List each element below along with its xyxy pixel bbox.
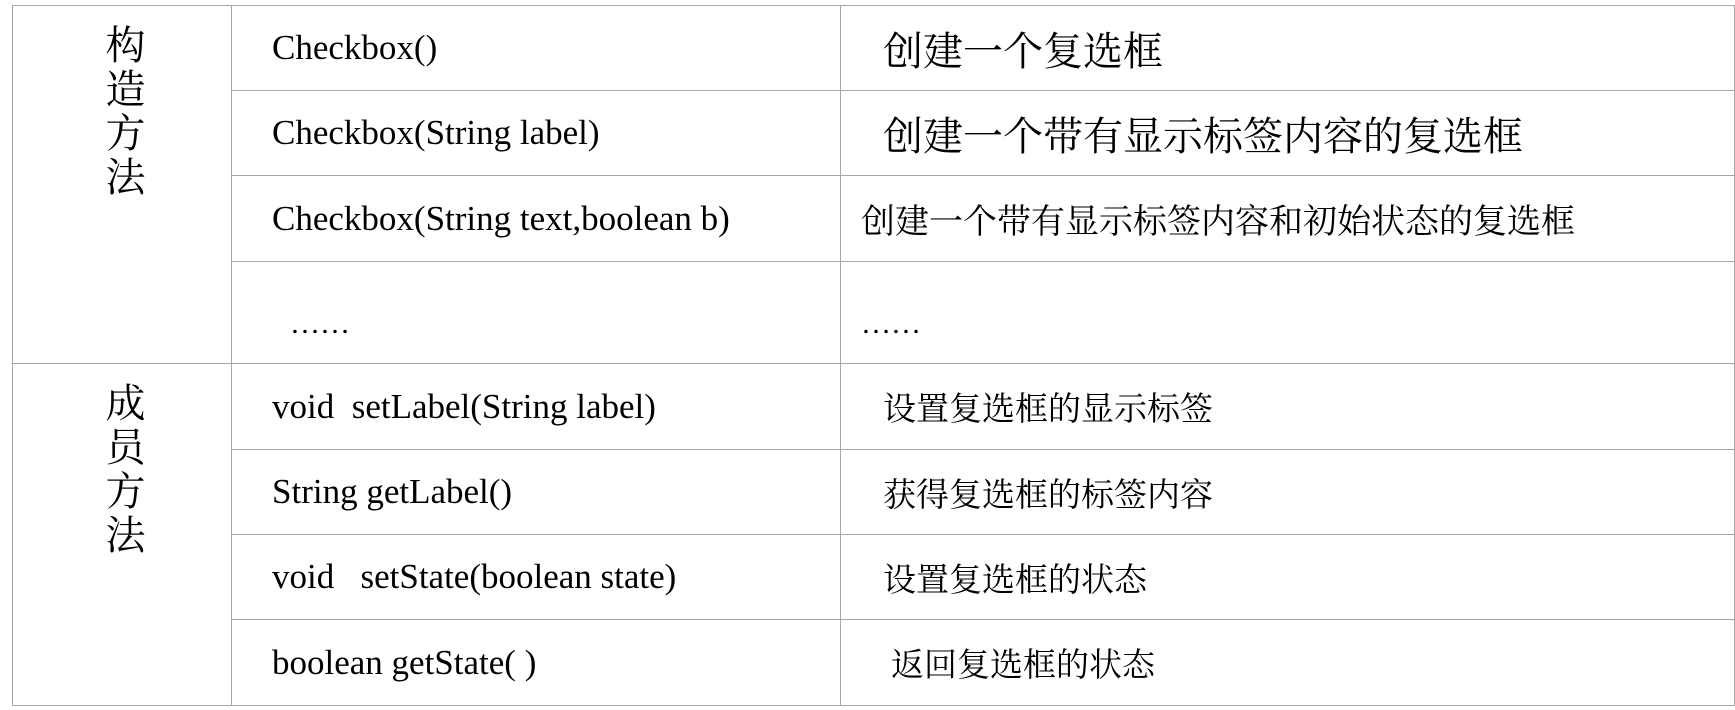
table-row bbox=[13, 176, 1735, 262]
method-signature: void setState(boolean state) bbox=[232, 535, 841, 620]
method-description: …… bbox=[841, 262, 1735, 364]
method-description: 获得复选框的标签内容 bbox=[841, 450, 1735, 535]
method-signature: …… bbox=[232, 262, 841, 364]
table-row bbox=[13, 6, 1735, 91]
method-description: 创建一个复选框 bbox=[841, 6, 1735, 91]
table-row bbox=[13, 450, 1735, 535]
method-signature: Checkbox(String label) bbox=[232, 91, 841, 176]
method-description: 创建一个带有显示标签内容和初始状态的复选框 bbox=[841, 176, 1735, 262]
method-signature: Checkbox(String text,boolean b) bbox=[232, 176, 841, 262]
method-description: 返回复选框的状态 bbox=[841, 620, 1735, 706]
method-signature: String getLabel() bbox=[232, 450, 841, 535]
method-description: 创建一个带有显示标签内容的复选框 bbox=[841, 91, 1735, 176]
method-table bbox=[12, 5, 1735, 706]
category-label: 成员方法 bbox=[99, 382, 145, 558]
method-signature: boolean getState( ) bbox=[232, 620, 841, 706]
table-row bbox=[13, 262, 1735, 364]
category-cell bbox=[13, 364, 232, 706]
category-label: 构造方法 bbox=[99, 24, 145, 200]
table-row bbox=[13, 91, 1735, 176]
method-description: 设置复选框的状态 bbox=[841, 535, 1735, 620]
table-row bbox=[13, 620, 1735, 706]
table-row bbox=[13, 535, 1735, 620]
method-description: 设置复选框的显示标签 bbox=[841, 364, 1735, 450]
method-signature: void setLabel(String label) bbox=[232, 364, 841, 450]
table-row bbox=[13, 364, 1735, 450]
method-signature: Checkbox() bbox=[232, 6, 841, 91]
category-cell bbox=[13, 6, 232, 364]
